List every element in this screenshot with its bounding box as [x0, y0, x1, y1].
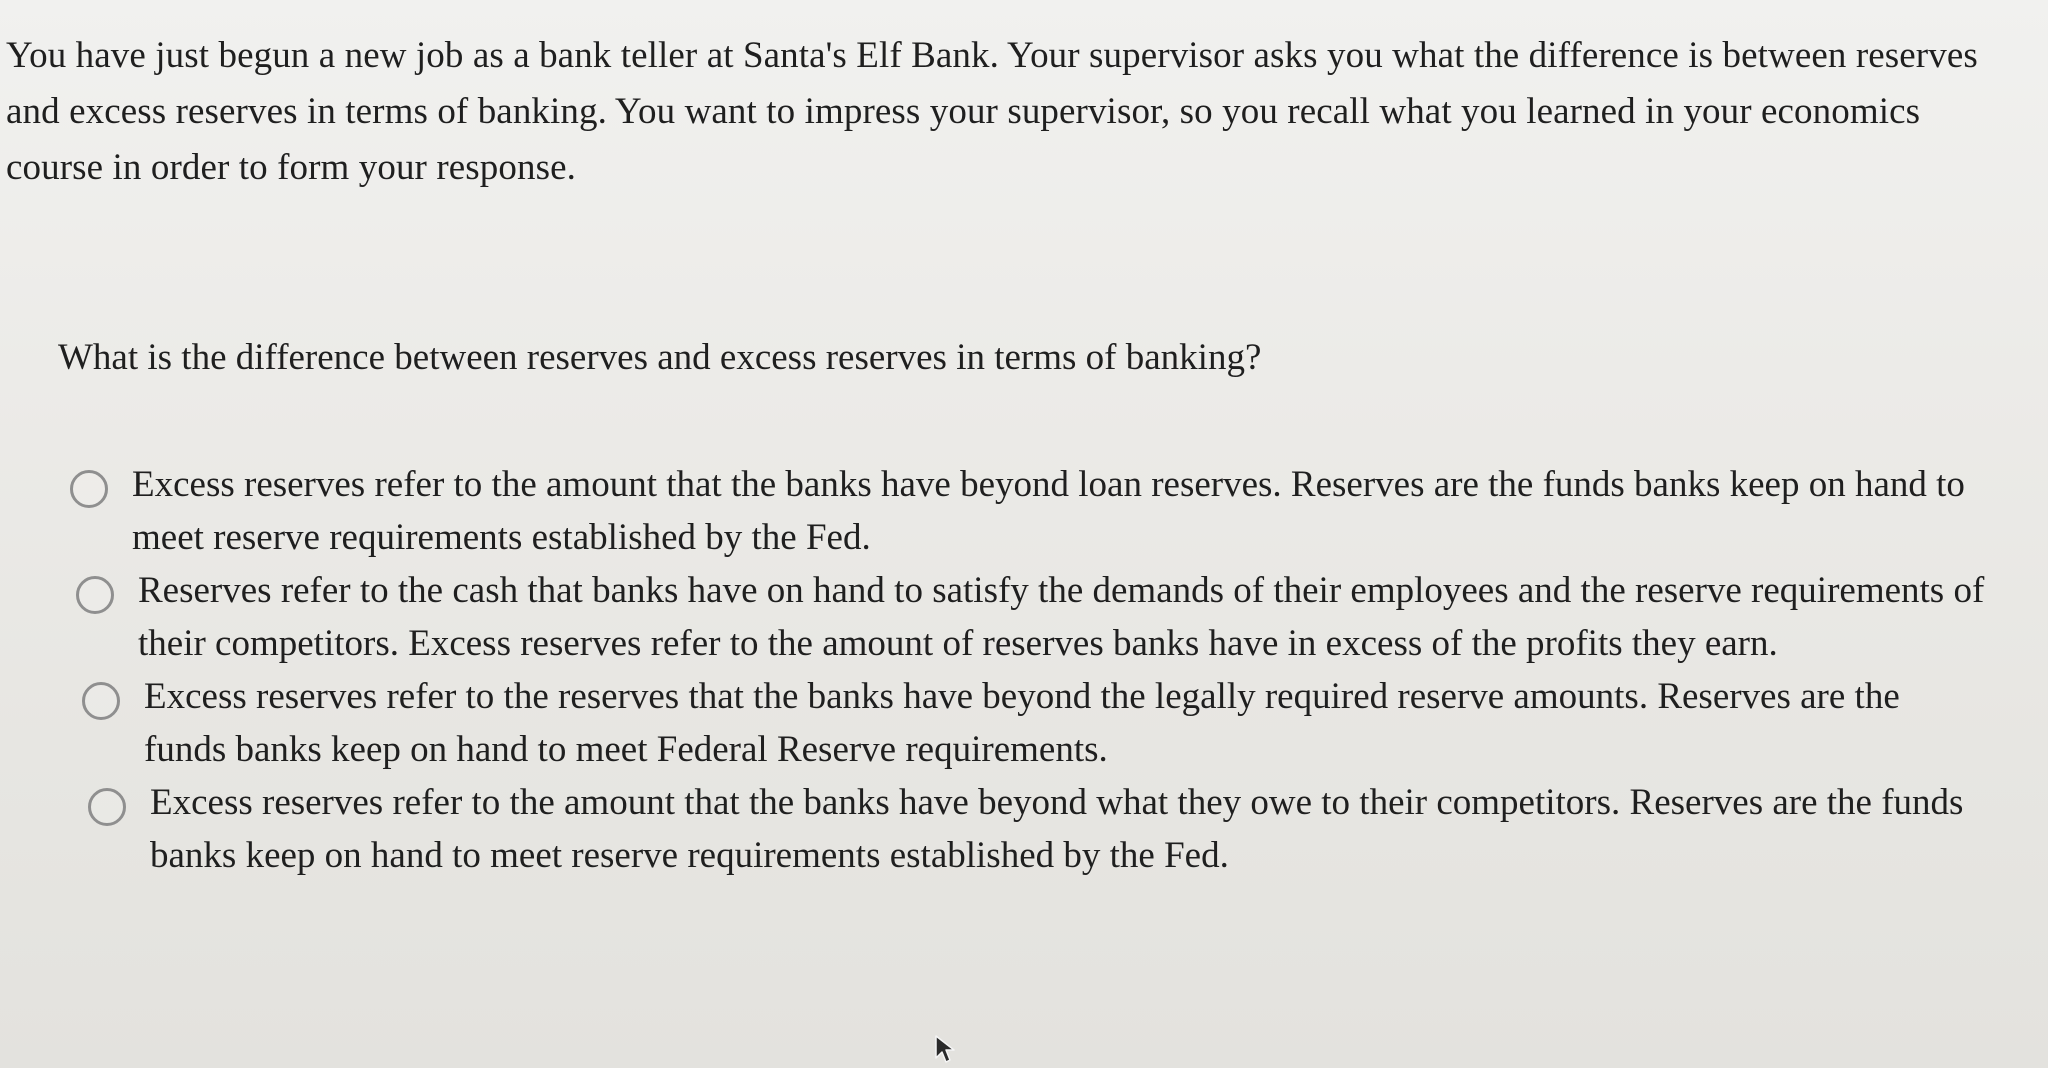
answer-option-3[interactable]	[78, 670, 1986, 776]
answer-option-label: Excess reserves refer to the amount that the banks have beyond what they owe to their competitors. Reserves are the funds banks keep on hand to meet reserve requirements established by the Fed.	[150, 782, 1964, 876]
answer-option-1[interactable]	[66, 458, 1986, 564]
radio-button-icon[interactable]	[76, 576, 114, 614]
radio-button-icon[interactable]	[88, 788, 126, 826]
problem-statement: You have just begun a new job as a bank teller at Santa's Elf Bank. Your supervisor asks you what the difference is between reserves and excess reserves in terms of banking. You want to impress your supervisor, so you recall what you learned in your economics course in order to form your response.	[6, 35, 1978, 188]
answer-option-2[interactable]	[72, 564, 1986, 670]
answer-options	[66, 458, 1986, 882]
answer-option-label: Reserves refer to the cash that banks have on hand to satisfy the demands of their employees and the reserve requirements of their competitors. Excess reserves refer to the amount of reserves banks have in excess of the profits they earn.	[138, 570, 1985, 664]
answer-option-4[interactable]	[84, 776, 1986, 882]
question-prompt: What is the difference between reserves and excess reserves in terms of banking?	[58, 337, 1262, 378]
radio-button-icon[interactable]	[70, 470, 108, 508]
answer-option-label: Excess reserves refer to the reserves that the banks have beyond the legally required reserve amounts. Reserves are the funds banks keep on hand to meet Federal Reserve requirements.	[144, 676, 1900, 770]
radio-button-icon[interactable]	[82, 682, 120, 720]
answer-option-label: Excess reserves refer to the amount that the banks have beyond loan reserves. Reserves are the funds banks keep on hand to meet reserve requirements established by the Fed.	[132, 464, 1965, 558]
